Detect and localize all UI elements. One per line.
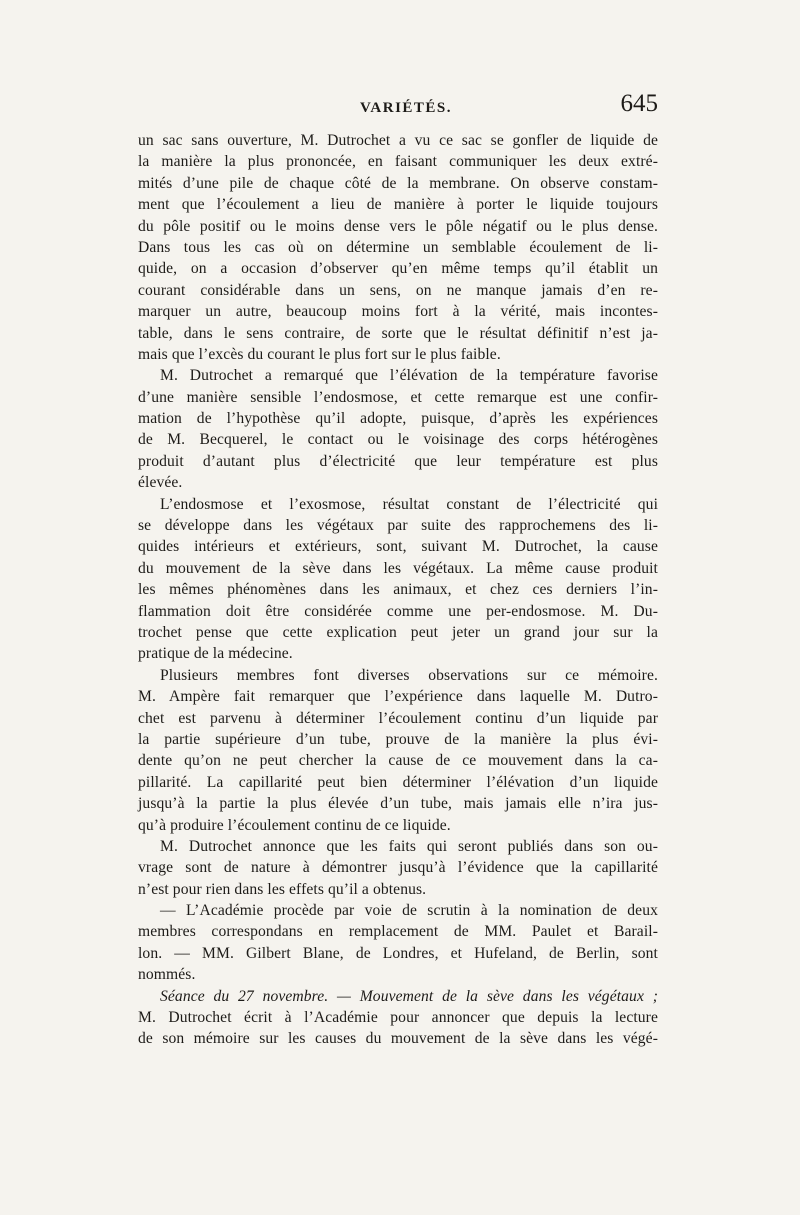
text-line: d’une manière sensible l’endosmose, et cette remarque est une confir- bbox=[138, 388, 658, 406]
text-line: M. Dutrochet écrit à l’Académie pour annoncer que depuis la lecture bbox=[138, 1009, 658, 1027]
text-line: trochet pense que cette explication peut jeter un grand jour sur la bbox=[138, 623, 658, 641]
text-line: pillarité. La capillarité peut bien déterminer l’élévation d’un liquide bbox=[138, 773, 658, 791]
text-line: flammation doit être considérée comme une per-endosmose. M. Du- bbox=[138, 602, 658, 620]
text-line: chet est parvenu à déterminer l’écoulement continu d’un liquide par bbox=[138, 709, 658, 727]
text-line: qu’à produire l’écoulement continu de ce liquide. bbox=[138, 816, 451, 834]
text-line: M. Dutrochet a remarqué que l’élévation de la température favorise bbox=[160, 367, 658, 385]
text-line: élevée. bbox=[138, 474, 183, 492]
page-number: 645 bbox=[620, 90, 658, 117]
text-line: ment que l’écoulement a lieu de manière à porter le liquide toujours bbox=[138, 196, 658, 214]
text-line: de son mémoire sur les causes du mouvement de la sève dans les végé- bbox=[138, 1030, 658, 1048]
text-line: mités d’une pile de chaque côté de la membrane. On observe constam- bbox=[138, 174, 658, 192]
page-header bbox=[138, 90, 658, 130]
text-line: Plusieurs membres font diverses observations sur ce mémoire. bbox=[160, 666, 658, 684]
text-line: — L’Académie procède par voie de scrutin à la nomination de deux bbox=[160, 902, 658, 920]
text-line: courant considérable dans un sens, on ne manque jamais d’en re- bbox=[138, 281, 658, 299]
text-line: membres correspondans en remplacement de MM. Paulet et Barail- bbox=[138, 923, 658, 941]
text-line: L’endosmose et l’exosmose, résultat constant de l’électricité qui bbox=[160, 495, 658, 513]
text-line: de M. Becquerel, le contact ou le voisinage des corps hétérogènes bbox=[138, 431, 658, 449]
text-line: lon. — MM. Gilbert Blane, de Londres, et Hufeland, de Berlin, sont bbox=[138, 944, 658, 962]
text-line: M. Ampère fait remarquer que l’expérience dans laquelle M. Dutro- bbox=[138, 688, 658, 706]
text-line: dente qu’on ne peut chercher la cause de ce mouvement dans la ca- bbox=[138, 752, 658, 770]
text-line: du mouvement de la sève dans les végétaux. La même cause produit bbox=[138, 559, 658, 577]
text-line: la partie supérieure d’un tube, prouve de la manière la plus évi- bbox=[138, 730, 658, 748]
text-line: table, dans le sens contraire, de sorte que le résultat définitif n’est ja- bbox=[138, 324, 658, 342]
text-line: pratique de la médecine. bbox=[138, 645, 293, 663]
text-line: mation de l’hypothèse qu’il adopte, puisque, d’après les expériences bbox=[138, 410, 658, 428]
text-line: quide, on a occasion d’observer qu’en même temps qu’il établit un bbox=[138, 260, 658, 278]
text-line: M. Dutrochet annonce que les faits qui seront publiés dans son ou- bbox=[160, 837, 658, 855]
text-line: se développe dans les végétaux par suite des rapprochemens des li- bbox=[138, 517, 658, 535]
running-title: VARIÉTÉS. bbox=[360, 100, 453, 116]
body-text bbox=[138, 130, 658, 1050]
text-line: un sac sans ouverture, M. Dutrochet a vu ce sac se gonfler de liquide de bbox=[138, 132, 658, 149]
text-line: jusqu’à la partie la plus élevée d’un tube, mais jamais elle n’ira jus- bbox=[138, 795, 658, 813]
text-line: Séance du 27 novembre. — Mouvement de la sève dans les végétaux ; bbox=[160, 987, 658, 1005]
text-line: n’est pour rien dans les effets qu’il a obtenus. bbox=[138, 880, 427, 898]
text-line: Dans tous les cas où on détermine un semblable écoulement de li- bbox=[138, 238, 658, 256]
text-line: les mêmes phénomènes dans les animaux, et chez ces derniers l’in- bbox=[138, 581, 658, 599]
text-line: marquer un autre, beaucoup moins fort à la vérité, mais incontes- bbox=[138, 303, 658, 321]
text-line: produit d’autant plus d’électricité que leur température est plus bbox=[138, 452, 658, 470]
text-line: la manière la plus prononcée, en faisant communiquer les deux extré- bbox=[138, 153, 658, 171]
text-line: mais que l’excès du courant le plus fort sur le plus faible. bbox=[138, 345, 501, 363]
text-line: nommés. bbox=[138, 966, 196, 984]
text-line: vrage sont de nature à démontrer jusqu’à l’évidence que la capillarité bbox=[138, 859, 658, 877]
text-line: du pôle positif ou le moins dense vers le pôle négatif ou le plus dense. bbox=[138, 217, 658, 235]
text-line: quides intérieurs et extérieurs, sont, suivant M. Dutrochet, la cause bbox=[138, 538, 658, 556]
